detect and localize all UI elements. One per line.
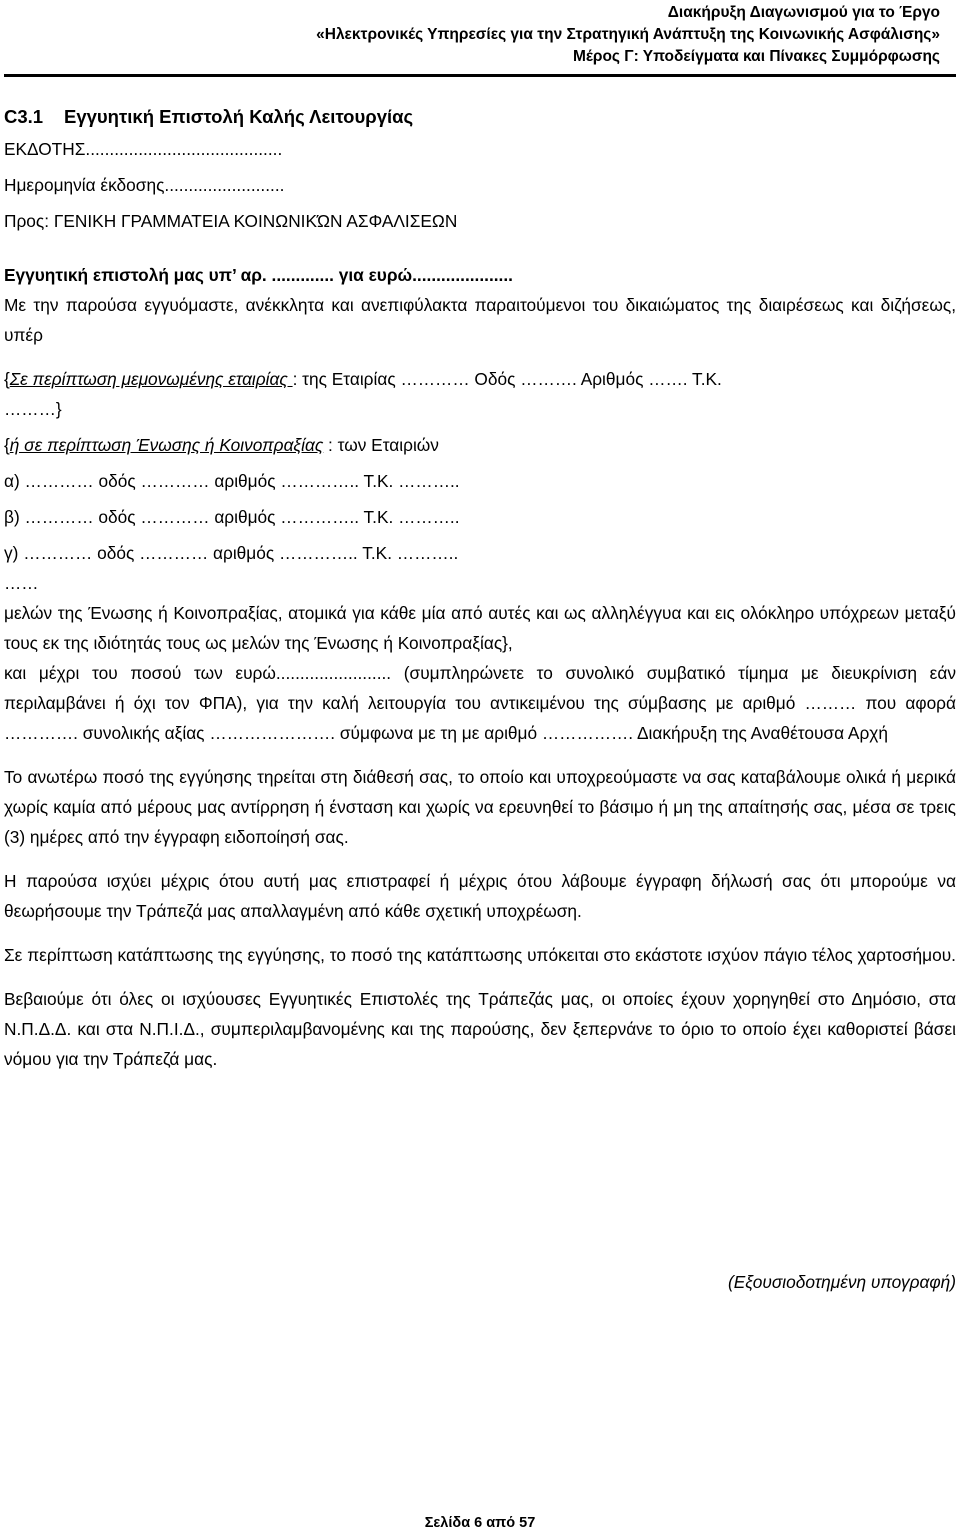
member-line: …… [4,573,39,593]
joint-venture-label: ή σε περίπτωση Ένωσης ή Κοινοπραξίας [9,435,324,455]
page-header [316,2,940,68]
issue-date-line: Ημερομηνία έκδοσης......................... [4,175,285,195]
section-title: Εγγυητική Επιστολή Καλής Λειτουργίας [64,106,414,127]
section-number: C3.1 [4,106,44,127]
paragraph-members-liability: μελών της Ένωσης ή Κοινοπραξίας, ατομικά για κάθε μία από αυτές και ως αλληλέγγυα και εις ολόκληρο υπόχρεων μεταξύ τους εκ της ιδιότητάς τους ως μελών της Ένωσης ή Κοινοπραξίας}, [4,603,956,653]
single-company-clause: {Σε περίπτωση μεμονωμένης εταιρίας : της Εταιρίας ………… Οδός ………. Αριθμός ……. Τ.Κ. [4,369,722,389]
guarantee-number-line: Εγγυητική επιστολή μας υπ’ αρ. ............. για ευρώ..................... [4,265,513,285]
single-company-continuation: ………} [4,399,62,419]
paragraph-forfeiture: Σε περίπτωση κατάπτωσης της εγγύησης, το ποσό της κατάπτωσης υπόκειται στο εκάστοτε ισχύον πάγιο τέλος χαρτοσήμου. [4,945,956,965]
letter-body [4,100,956,1074]
page-number: Σελίδα 6 από 57 [424,1515,536,1531]
member-line: γ) ………… οδός ………… αριθμός ………….. Τ.Κ. ……….. [4,543,459,563]
authorized-signature: (Εξουσιοδοτημένη υπογραφή) [727,1272,956,1292]
header-rule [4,74,956,77]
recipient-line: Προς: ΓΕΝΙΚΗ ΓΡΑΜΜΑΤΕΙΑ ΚΟΙΝΩΝΙΚΏΝ ΑΣΦΑΛΙΣΕΩΝ [4,211,458,231]
issuer-line: ΕΚΔΟΤΗΣ......................................... [4,139,283,159]
member-line: β) ………… οδός ………… αριθμός ………….. Τ.Κ. ……….. [4,507,460,527]
member-line: α) ………… οδός ………… αριθμός ………….. Τ.Κ. ……….. [4,471,460,491]
single-company-label: Σε περίπτωση μεμονωμένης εταιρίας [9,369,293,389]
paragraph-validity: Η παρούσα ισχύει μέχρις ότου αυτή μας επιστραφεί ή μέχρις ότου λάβουμε έγγραφη δήλωσή σας ότι μπορούμε να θεωρήσουμε την Τράπεζά μας απαλλαγμένη από κάθε σχετική υποχρέωση. [4,871,956,921]
paragraph-guarantee-intro: Με την παρούσα εγγυόμαστε, ανέκκλητα και ανεπιφύλακτα παραιτούμενοι του δικαιώματος της διαιρέσεως και διζήσεως, υπέρ [4,295,956,345]
paragraph-payment-obligation: Το ανωτέρω ποσό της εγγύησης τηρείται στη διάθεσή σας, το οποίο και υποχρεούμαστε να σας καταβάλουμε ολικά ή μερικά χωρίς καμία από μέρους μας αντίρρηση ή ένσταση και χωρίς να ερευνηθεί το βάσιμο ή μη της απαίτησής σας, μέσα σε τρεις (3) ημέρες από την έγγραφη ειδοποίησή σας. [4,767,956,847]
header-line-1: Διακήρυξη Διαγωνισμού για το Έργο [667,4,940,21]
section-heading [4,100,956,134]
paragraph-amount: και μέχρι του ποσού των ευρώ........................ (συμπληρώνετε το συνολικό συμβατικό τίμημα με διευκρίνιση εάν περιλαμβάνει ή όχι τον ΦΠΑ), για την καλή λειτουργία του αντικειμένου της σύμβασης με αριθμό ……… που αφορά …………. συνολικής αξίας …………………. σύμφωνα με τη με αριθμό ……………. Διακήρυξη της Αναθέτουσα Αρχή [4,663,956,743]
joint-venture-clause: {ή σε περίπτωση Ένωσης ή Κοινοπραξίας : των Εταιριών [4,435,439,455]
header-line-2: «Ηλεκτρονικές Υπηρεσίες για την Στρατηγική Ανάπτυξη της Κοινωνικής Ασφάλισης» [316,26,940,43]
paragraph-certification: Βεβαιούμε ότι όλες οι ισχύουσες Εγγυητικές Επιστολές της Τράπεζάς μας, οι οποίες έχουν χορηγηθεί στο Δημόσιο, στα Ν.Π.Δ.Δ. και στα Ν.Π.Ι.Δ., συμπεριλαμβανομένης και της παρούσης, δεν ξεπερνάνε το όριο το οποίο έχει καθοριστεί βάσει νόμου για την Τράπεζά μας. [4,989,956,1069]
header-line-3: Μέρος Γ: Υποδείγματα και Πίνακες Συμμόρφωσης [572,48,940,65]
